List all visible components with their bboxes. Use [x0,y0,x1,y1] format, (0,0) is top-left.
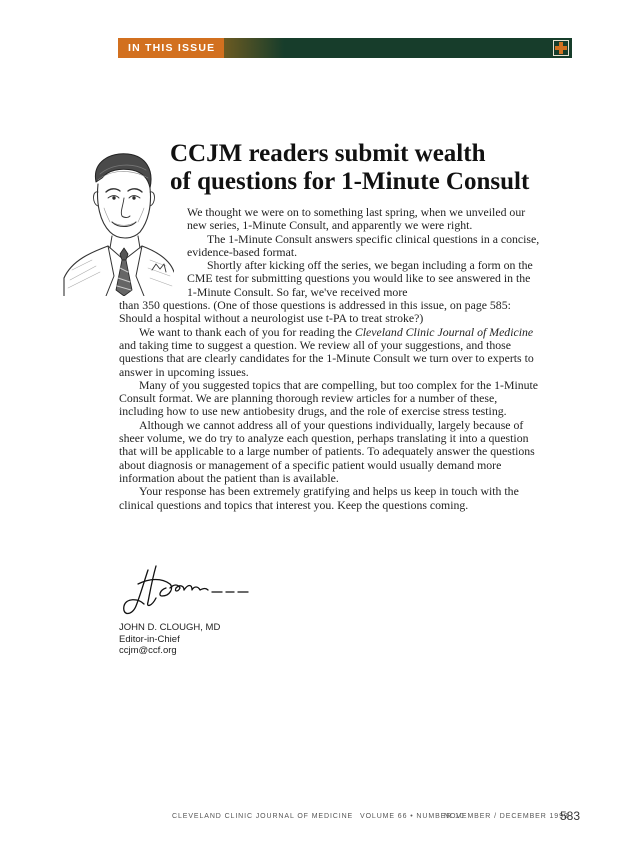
paragraph-4-start: We want to thank each of you for reading the [139,324,355,339]
paragraph-5: Many of you suggested topics that are compelling, but too complex for the 1-Minute Consult format. We are planning thorough review articles for a number of these, including how to use new antiobesity drugs, and the role of exercise stress testing. [119,377,539,419]
section-tab: IN THIS ISSUE [118,38,224,58]
author-title: Editor-in-Chief [119,633,180,645]
footer-volume: VOLUME 66 • NUMBER 10 [360,813,465,820]
page-footer [172,809,581,825]
bar-gradient [224,38,284,58]
footer-journal: CLEVELAND CLINIC JOURNAL OF MEDICINE [172,813,354,820]
headline-line-1: CCJM readers submit wealth [170,140,486,167]
byline [119,622,220,657]
article-body [119,206,541,512]
headline-line-2: of questions for 1-Minute Consult [170,168,530,195]
paragraph-4 [119,326,541,379]
paragraph-4-end: and taking time to suggest a question. We review all of your suggestions, and those questions that are clearly candidates for the 1-Minute Consult we turn over to experts to answer in upcoming issues. [119,337,534,379]
footer-date: NOVEMBER / DECEMBER 1999 [444,813,569,820]
journal-name: Cleveland Clinic Journal of Medicine [354,324,534,339]
paragraph-2: The 1-Minute Consult answers specific clinical questions in a concise, evidence-based format. [187,231,540,259]
page-number: 583 [560,809,581,823]
paragraph-7: Your response has been extremely gratifying and helps us keep in touch with the clinical questions and topics that interest you. Keep the questions coming. [119,484,519,512]
editor-signature [118,562,258,620]
cross-emblem-icon [553,40,569,56]
paragraph-3a: Shortly after kicking off the series, we began including a form on the CME test for submitting questions you would like to see answered in the 1-Minute Consult. So far, we've received more [187,258,533,299]
author-email: ccjm@ccf.org [119,645,177,656]
headline [170,140,590,196]
paragraph-6: Although we cannot address all of your questions individually, largely because of sheer volume, we do try to analyze each question, perhaps translating it into a question that will be applicable to a large number of patients. To adequately answer the questions about diagnosis or management of a specific patient would usually demand more information about the patient than is available. [119,417,535,485]
paragraph-1: We thought we were on to something last spring, when we unveiled our new series, 1-Minute Consult, and apparently we were right. [187,205,526,233]
author-name: JOHN D. CLOUGH, MD [119,622,221,633]
paragraph-3b: than 350 questions. (One of those questions is addressed in this issue, on page 585: Should a hospital without a neurologist use t-PA to treat stroke?) [119,298,511,326]
section-header-bar [118,38,572,58]
